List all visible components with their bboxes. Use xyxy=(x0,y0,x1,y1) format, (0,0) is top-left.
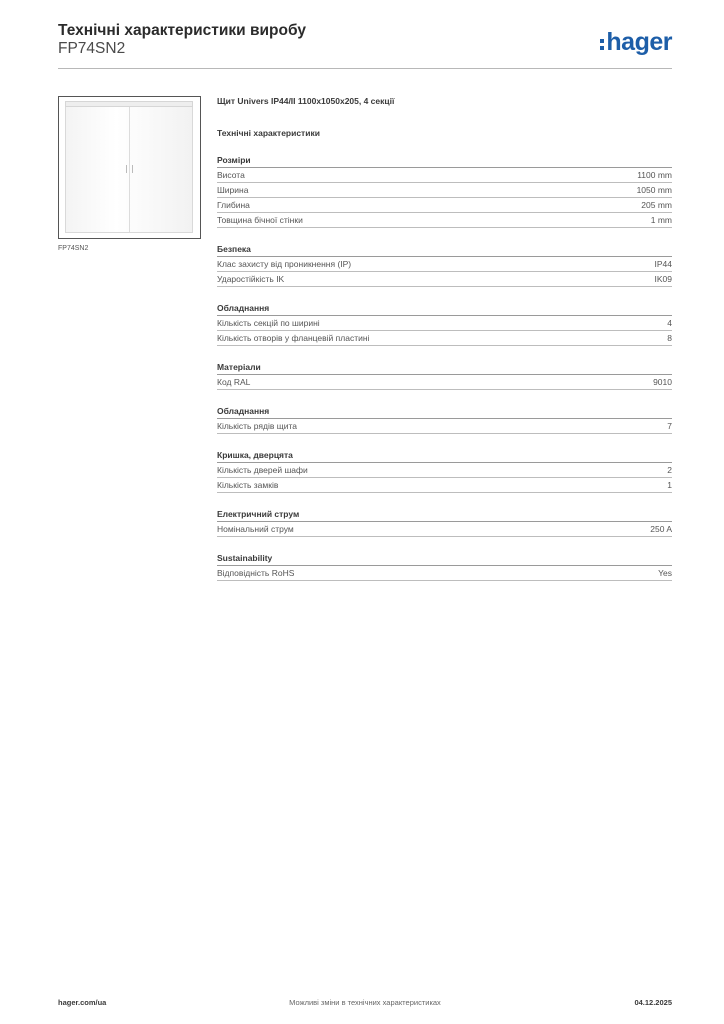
specifications-panel xyxy=(217,96,672,581)
spec-section-title: Кришка, дверцята xyxy=(217,450,672,463)
footer-notice: Можливі зміни в технічних характеристиках xyxy=(289,998,441,1007)
spec-row xyxy=(217,331,672,346)
spec-section xyxy=(217,155,672,228)
spec-section xyxy=(217,406,672,434)
spec-row xyxy=(217,463,672,478)
spec-section xyxy=(217,509,672,537)
spec-row xyxy=(217,419,672,434)
document-title: Технічні характеристики виробу xyxy=(58,22,306,39)
spec-label: Код RAL xyxy=(217,377,251,387)
spec-label: Ударостійкість IK xyxy=(217,274,285,284)
spec-row xyxy=(217,375,672,390)
spec-sections xyxy=(217,155,672,581)
spec-section-title: Sustainability xyxy=(217,553,672,566)
spec-row xyxy=(217,198,672,213)
product-code: FP74SN2 xyxy=(58,40,126,57)
spec-value: 205 mm xyxy=(641,200,672,210)
spec-value: 8 xyxy=(667,333,672,343)
logo-dots-icon xyxy=(600,39,604,50)
spec-label: Кількість отворів у фланцевій пластині xyxy=(217,333,370,343)
spec-label: Глибина xyxy=(217,200,250,210)
spec-row xyxy=(217,213,672,228)
spec-value: IK09 xyxy=(654,274,672,284)
logo-text: hager xyxy=(606,28,672,56)
spec-label: Відповідність RoHS xyxy=(217,568,295,578)
spec-row xyxy=(217,316,672,331)
door-handle-right xyxy=(132,165,133,173)
cabinet-illustration xyxy=(65,106,193,233)
spec-value: 1 mm xyxy=(650,215,672,225)
spec-section-title: Розміри xyxy=(217,155,672,168)
spec-row xyxy=(217,183,672,198)
spec-label: Номінальний струм xyxy=(217,524,294,534)
spec-label: Ширина xyxy=(217,185,249,195)
spec-label: Кількість дверей шафи xyxy=(217,465,308,475)
spec-section xyxy=(217,303,672,346)
spec-section xyxy=(217,553,672,581)
spec-value: 2 xyxy=(667,465,672,475)
spec-label: Кількість рядів щита xyxy=(217,421,297,431)
spec-section-title: Безпека xyxy=(217,244,672,257)
door-split-line xyxy=(129,107,130,232)
spec-row xyxy=(217,522,672,537)
spec-label: Кількість замків xyxy=(217,480,279,490)
spec-value: 1100 mm xyxy=(637,170,672,180)
spec-value: IP44 xyxy=(654,259,672,269)
product-image xyxy=(58,96,201,239)
product-name: Щит Univers IP44/II 1100x1050x205, 4 секції xyxy=(217,96,395,106)
cabinet-top xyxy=(65,101,193,107)
spec-label: Клас захисту від проникнення (IP) xyxy=(217,259,352,269)
spec-value: 1 xyxy=(667,480,672,490)
spec-section xyxy=(217,362,672,390)
spec-label: Кількість секцій по ширині xyxy=(217,318,320,328)
spec-value: 4 xyxy=(667,318,672,328)
spec-value: 7 xyxy=(667,421,672,431)
spec-row xyxy=(217,168,672,183)
document-header xyxy=(58,22,672,68)
door-handle-left xyxy=(126,165,127,173)
spec-row xyxy=(217,272,672,287)
spec-value: 1050 mm xyxy=(636,185,672,195)
spec-row xyxy=(217,257,672,272)
spec-value: Yes xyxy=(658,568,672,578)
technical-characteristics-heading: Технічні характеристики xyxy=(217,128,320,138)
spec-row xyxy=(217,478,672,493)
image-caption: FP74SN2 xyxy=(58,245,89,252)
spec-value: 9010 xyxy=(653,377,672,387)
spec-section-title: Електричний струм xyxy=(217,509,672,522)
spec-value: 250 A xyxy=(650,524,672,534)
spec-section xyxy=(217,450,672,493)
spec-label: Товщина бічної стінки xyxy=(217,215,303,225)
spec-section-title: Обладнання xyxy=(217,406,672,419)
header-divider xyxy=(58,68,672,69)
footer-website-link[interactable]: hager.com/ua xyxy=(58,998,107,1007)
spec-section-title: Обладнання xyxy=(217,303,672,316)
spec-section xyxy=(217,244,672,287)
hager-logo xyxy=(600,29,672,55)
spec-row xyxy=(217,566,672,581)
spec-section-title: Матеріали xyxy=(217,362,672,375)
footer-date: 04.12.2025 xyxy=(634,998,672,1007)
spec-label: Висота xyxy=(217,170,245,180)
